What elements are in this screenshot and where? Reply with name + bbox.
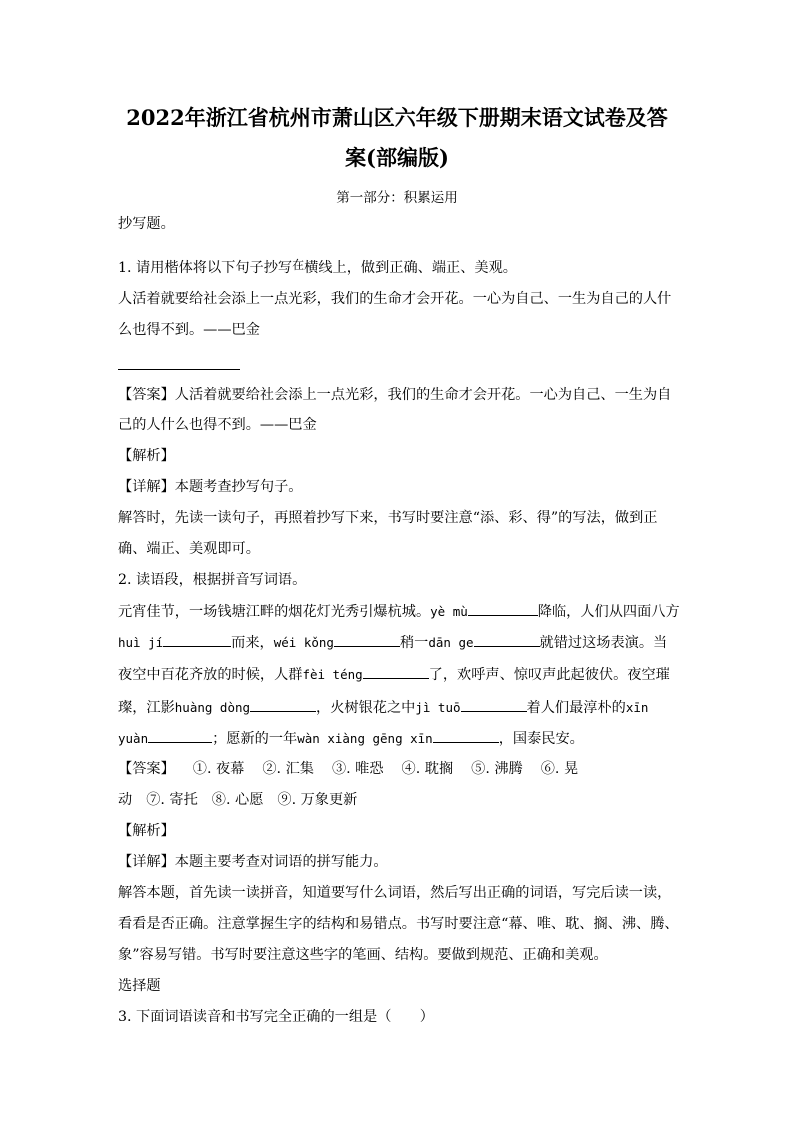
q2-text-3a: 夜空中百花齐放的时候，人群 [118,667,303,683]
pinyin-wanxiang: wàn xiàng gēng xīn [297,731,433,746]
q2-answer-item: ③. 唯恐 [331,761,384,777]
q2-passage-line-4 [118,697,688,718]
q2-answer-item: ⑥. 晃 [540,761,579,777]
q2-analysis-label: 【解析】 [118,823,175,839]
q2-text-5a: ；愿新的一年 [212,731,298,747]
q2-explain-line-2: 看看是否正确。注意掌握生字的结构和易错点。书写时要注意“幕、唯、耽、搁、沸、腾、 [118,916,679,932]
q1-detail: 【详解】本题考查抄写句子。 [118,479,303,495]
blank-5 [363,664,429,679]
blank-8 [148,728,212,743]
q1-explain-line-1: 解答时，先读一读句子，再照着抄写下来，书写时要注意“添、彩、得”的写法，做到正 [118,510,658,526]
q2-text-4b: ，火树银花之中 [316,700,416,716]
q2-text-2b: 稍一 [399,635,429,651]
q2-text-1b: 降临，人们从四面八方 [537,604,680,620]
q1-explain-line-2: 确、端正、美观即可。 [118,541,260,557]
q2-text-3b: 了，欢呼声、惊叹声此起彼伏。夜空璀 [428,667,670,683]
q2-answer-line-2 [118,790,688,810]
pinyin-dange: dān ge [428,635,474,650]
part-choice-heading: 选择题 [118,978,161,994]
q1-answer-line-1: 【答案】人活着就要给社会添上一点光彩，我们的生命才会开花。一心为自己、一生为自 [118,387,672,403]
q2-passage-line-2 [118,632,688,653]
q2-text-1a: 元宵佳节，一场钱塘江畔的烟花灯光秀引爆杭城。 [118,604,431,620]
q2-passage-line-3 [118,664,688,685]
pinyin-xin: xīn [625,700,649,715]
blank-3 [334,632,400,647]
q2-answer-item: 动 [118,792,133,808]
pinyin-yemu: yè mù [430,604,468,619]
pinyin-feiteng: fèi téng [302,667,363,682]
q2-explain-line-3: 象”容易写错。书写时要注意这些字的笔画、结构。要做到规范、正确和美观。 [118,947,608,963]
pinyin-jituo: jì tuō [415,700,461,715]
q1-prompt-a: 1. 请用楷体将以下句子抄写 [118,260,293,276]
q2-answer-item: ④. 耽搁 [401,761,454,777]
q3-prompt: 3. 下面词语读音和书写完全正确的一组是（ ） [118,1009,434,1025]
document-title-line-2: 案(部编版) [345,145,449,170]
q2-answer-item: ⑦. 寄托 [146,792,198,808]
q1-analysis-label: 【解析】 [118,448,175,464]
q2-answer-item: ⑤. 沸腾 [471,761,523,777]
part-copy-heading: 抄写题。 [118,216,175,232]
q2-text-4c: 着人们最淳朴的 [526,700,626,716]
blank-6 [250,697,316,712]
blank-4 [474,632,540,647]
pinyin-yuan: yuàn [118,731,149,746]
q1-answer-blank-line [118,369,240,370]
q2-prompt: 2. 读语段，根据拼音写词语。 [118,572,307,588]
q2-answer-item: ⑧. 心愿 [211,792,264,808]
q2-text-5b: ，国泰民安。 [498,731,584,747]
pinyin-huangdong: huàng dòng [174,700,251,715]
section-label: 第一部分：积累运用 [336,190,458,206]
pinyin-weikong: wéi kǒng [273,635,334,650]
q2-passage-line-1 [118,601,688,622]
blank-9 [433,728,499,743]
q1-prompt-b: 横线上，做到正确、端正、美观。 [304,260,517,276]
q1-sentence-line-2: 么也得不到。——巴金 [118,322,260,338]
q2-text-2c: 就错过这场表演。当 [539,635,668,651]
q2-answer-label: 【答案】 [118,761,175,777]
q2-passage-line-5 [118,728,688,749]
blank-2 [163,632,231,647]
document-title-line-1: 2022年浙江省杭州市萧山区六年级下册期末语文试卷及答 [126,105,668,130]
q2-answer-item: ①. 夜幕 [192,761,245,777]
q2-answer-item: ②. 汇集 [262,761,314,777]
pinyin-huiji: huì jí [118,635,164,650]
blank-1 [468,601,538,616]
q2-answer-line-1 [118,759,688,779]
q1-prompt-raised: 在 [292,258,305,272]
q1-sentence-line-1: 人活着就要给社会添上一点光彩，我们的生命才会开花。一心为自己、一生为自己的人什 [118,291,672,307]
q2-text-4a: 璨，江影 [118,700,175,716]
q2-answer-item: ⑨. 万象更新 [277,792,358,808]
blank-7 [461,697,527,712]
q2-explain-line-1: 解答本题，首先读一读拼音，知道要写什么词语，然后写出正确的词语，写完后读一读， [118,885,672,901]
q1-prompt [118,258,688,278]
q2-detail: 【详解】本题主要考查对词语的拼写能力。 [118,854,388,870]
q1-answer-line-2: 己的人什么也得不到。——巴金 [118,417,317,433]
q2-text-2a: 而来， [231,635,274,651]
